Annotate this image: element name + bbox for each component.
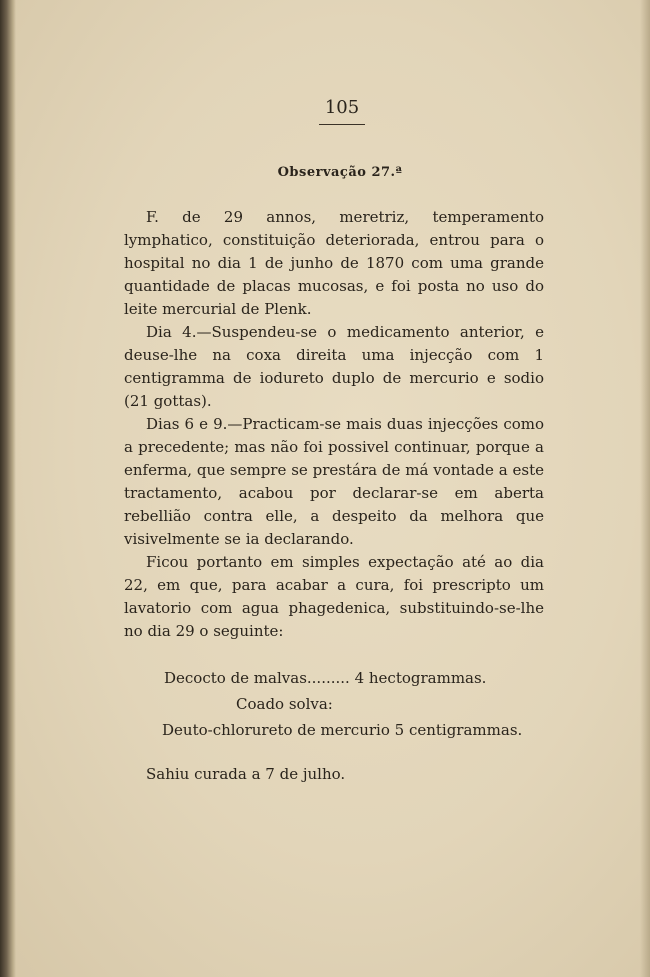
formula-line-3: Deuto-chlorureto de mercurio 5 centigrammas.: [162, 721, 523, 739]
page-edge: [640, 0, 650, 977]
section-heading: Observação 27.ª: [277, 165, 403, 180]
formula-line-1: Decocto de malvas......... 4 hectogrammas.: [164, 669, 487, 687]
paragraph-1: F. de 29 annos, meretriz, temperamento lymphatico, constituição deteriorada, entrou para o hospital no dia 1 de junho de 1870 com uma grande quantidade de placas mucosas, e foi posta no uso do leite mercurial de Plenk.: [124, 208, 544, 318]
closing-line: Sahiu curada a 7 de julho.: [146, 765, 346, 783]
text-block: [124, 96, 544, 786]
page-number-rule: [319, 124, 365, 125]
paragraph-2: Dia 4.—Suspendeu-se o medicamento anterior, e deuse-lhe na coxa direita uma injecção com 1 centigramma de iodureto duplo de mercurio e sodio (21 gottas).: [124, 323, 544, 410]
paragraph-4: Ficou portanto em simples expectação até ao dia 22, em que, para acabar a cura, foi prescripto um lavatorio com agua phagedenica, substituindo-se-lhe no dia 29 o seguinte:: [124, 553, 544, 640]
formula-line-2: Coado solva:: [236, 695, 333, 713]
paragraph-3: Dias 6 e 9.—Practicam-se mais duas injecções como a precedente; mas não foi possivel continuar, porque a enferma, que sempre se prestára de má vontade a este tractamento, acabou por declarar-se em aberta rebellião contra elle, a despeito da melhora que visivelmente se ia declarando.: [124, 415, 544, 548]
binding-gutter: [0, 0, 16, 977]
body-text: [124, 206, 544, 643]
prescription-formula: [124, 665, 544, 743]
page-number: 105: [324, 97, 360, 118]
